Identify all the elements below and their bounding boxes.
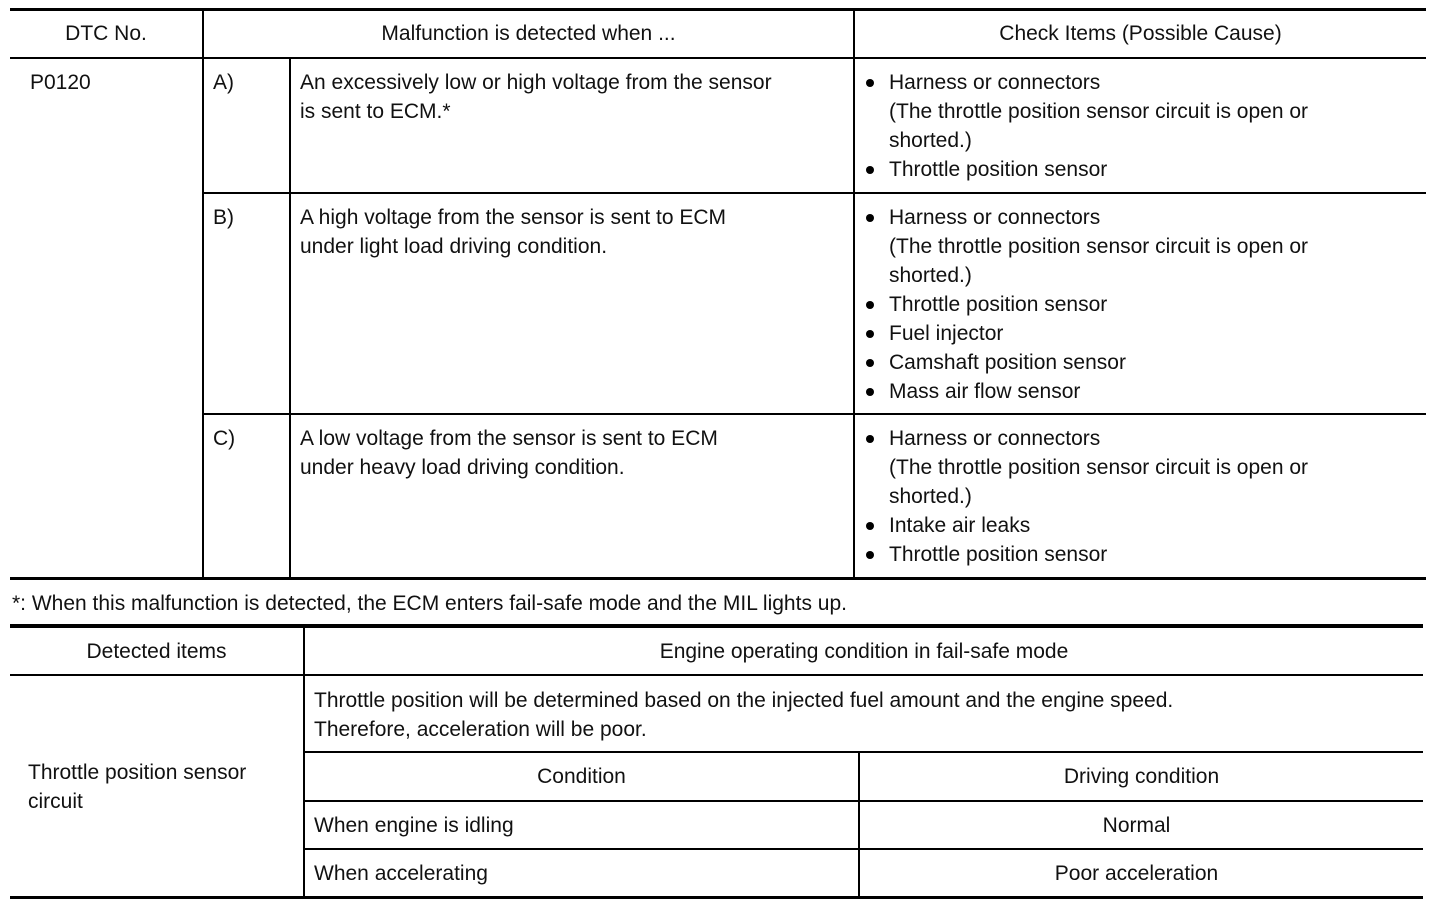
- cause-sub: shorted.): [889, 264, 972, 287]
- row-causes-c: [859, 424, 1308, 569]
- cause-item: Harness or connectors: [859, 68, 1308, 97]
- dtc-code: P0120: [30, 71, 91, 94]
- cause-item: Mass air flow sensor: [859, 377, 1308, 406]
- condition-line: under heavy load driving condition.: [300, 456, 625, 479]
- cause-sub: (The throttle position sensor circuit is open or: [889, 235, 1309, 258]
- description-line: Therefore, acceleration will be poor.: [314, 718, 647, 741]
- cause-sub: shorted.): [889, 485, 972, 508]
- subheader-driving-condition: Driving condition: [1063, 765, 1220, 788]
- row-condition-b: [300, 203, 726, 261]
- subrow-condition: When engine is idling: [314, 814, 514, 837]
- cause-item: Fuel injector: [859, 319, 1308, 348]
- detected-item-line: Throttle position sensor: [28, 761, 247, 784]
- cause-item: Camshaft position sensor: [859, 348, 1308, 377]
- row-causes-b: [859, 203, 1308, 406]
- failsafe-description: [314, 686, 1173, 744]
- condition-line: A low voltage from the sensor is sent to ECM: [300, 427, 718, 450]
- row-label-a: A): [213, 71, 234, 94]
- cause-item: Intake air leaks: [859, 511, 1308, 540]
- condition-line: under light load driving condition.: [300, 235, 608, 258]
- subrow-driving: Poor acceleration: [1054, 862, 1219, 885]
- cause-item: Throttle position sensor: [859, 290, 1308, 319]
- cause-item: Throttle position sensor: [859, 540, 1308, 569]
- detected-item-line: circuit: [28, 790, 83, 813]
- header-malfunction: Malfunction is detected when ...: [381, 22, 676, 45]
- cause-item: Harness or connectors: [859, 424, 1308, 453]
- header-check-items: Check Items (Possible Cause): [999, 22, 1282, 45]
- subrow-driving: Normal: [1102, 814, 1171, 837]
- header-dtc-no: DTC No.: [65, 22, 147, 45]
- row-label-c: C): [213, 427, 236, 450]
- condition-line: A high voltage from the sensor is sent to ECM: [300, 206, 727, 229]
- condition-line: is sent to ECM.*: [300, 100, 451, 123]
- row-causes-a: [859, 68, 1308, 184]
- row-condition-c: [300, 424, 718, 482]
- row-condition-a: [300, 68, 772, 126]
- cause-item: Harness or connectors: [859, 203, 1308, 232]
- cause-item: Throttle position sensor: [859, 155, 1308, 184]
- subrow-condition: When accelerating: [314, 862, 488, 885]
- footnote: *: When this malfunction is detected, the ECM enters fail-safe mode and the MIL lights up.: [12, 592, 847, 615]
- header-engine-condition: Engine operating condition in fail-safe mode: [659, 640, 1069, 663]
- cause-sub: (The throttle position sensor circuit is open or: [889, 456, 1309, 479]
- description-line: Throttle position will be determined based on the injected fuel amount and the engine speed.: [314, 689, 1174, 712]
- condition-line: An excessively low or high voltage from the sensor: [300, 71, 772, 94]
- detected-item: [28, 758, 246, 816]
- header-detected-items: Detected items: [86, 640, 227, 663]
- row-label-b: B): [213, 206, 234, 229]
- cause-sub: shorted.): [889, 129, 972, 152]
- cause-sub: (The throttle position sensor circuit is open or: [889, 100, 1309, 123]
- subheader-condition: Condition: [537, 765, 626, 788]
